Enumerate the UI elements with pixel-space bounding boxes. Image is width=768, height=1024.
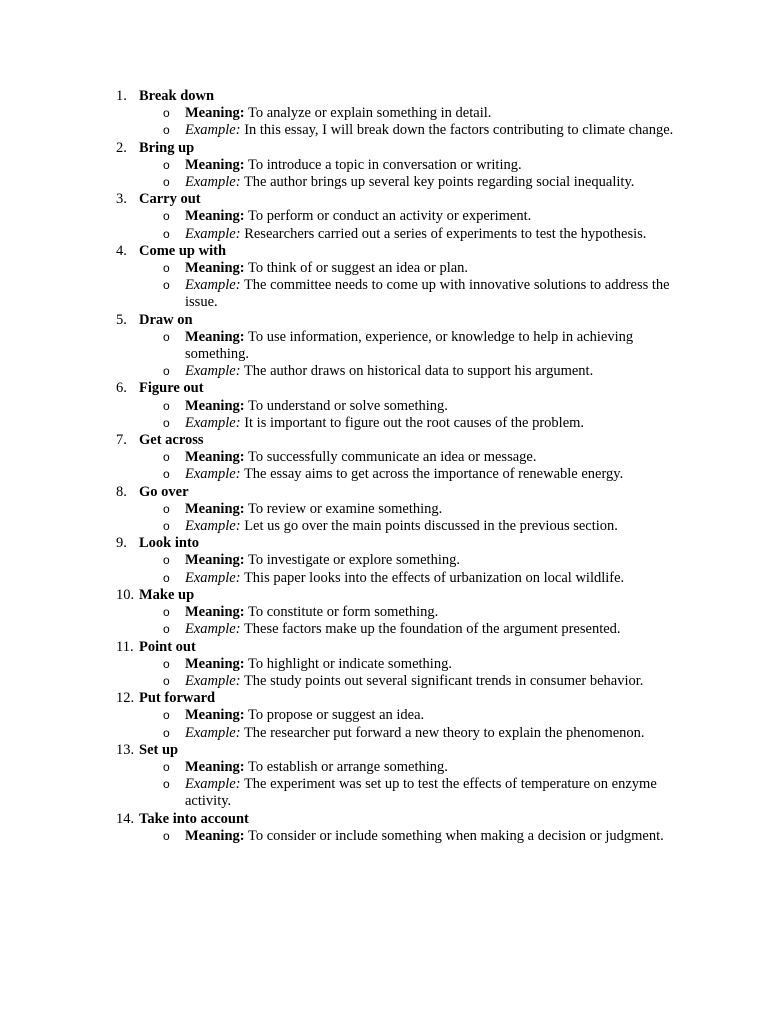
meaning-row [0, 105, 768, 122]
item-number: 7. [116, 432, 127, 449]
bullet-icon: o [163, 501, 170, 516]
item-number: 12. [116, 690, 135, 707]
bullet-icon: o [163, 415, 170, 430]
example-row [0, 570, 768, 587]
item-term: Set up [139, 741, 179, 758]
item-term: Make up [139, 586, 195, 603]
meaning-label: Meaning: [185, 156, 245, 173]
example-row [0, 621, 768, 638]
example-row [0, 363, 768, 380]
list-item [0, 742, 768, 811]
example-row [0, 174, 768, 191]
item-number: 3. [116, 191, 127, 208]
meaning-row [0, 398, 768, 415]
item-term: Put forward [139, 690, 216, 707]
example-row [0, 673, 768, 690]
meaning-text: To analyze or explain something in detail. [247, 105, 492, 122]
meaning-text: To constitute or form something. [247, 604, 439, 621]
bullet-icon: o [163, 570, 170, 585]
item-term: Draw on [139, 311, 193, 328]
bullet-icon: o [163, 759, 170, 774]
meaning-label: Meaning: [185, 449, 245, 466]
list-item [0, 690, 768, 742]
meaning-row [0, 260, 768, 277]
bullet-icon: o [163, 725, 170, 740]
meaning-row [0, 707, 768, 724]
list-item [0, 191, 768, 243]
bullet-icon: o [163, 622, 170, 637]
bullet-icon: o [163, 226, 170, 241]
meaning-text: To establish or arrange something. [247, 758, 448, 775]
meaning-row [0, 157, 768, 174]
example-text: The committee needs to come up with innovative solutions to address the issue. [185, 277, 670, 311]
example-label: Example: [185, 621, 241, 638]
list-item [0, 432, 768, 484]
bullet-icon: o [163, 467, 170, 482]
meaning-label: Meaning: [185, 758, 245, 775]
item-term: Carry out [139, 191, 201, 208]
example-text: The author draws on historical data to support his argument. [243, 363, 594, 380]
example-row [0, 277, 768, 311]
example-label: Example: [185, 672, 241, 689]
list-item [0, 639, 768, 691]
bullet-icon: o [163, 157, 170, 172]
bullet-icon: o [163, 123, 170, 138]
meaning-label: Meaning: [185, 827, 245, 844]
example-label: Example: [185, 363, 241, 380]
meaning-label: Meaning: [185, 328, 245, 345]
list-item [0, 535, 768, 587]
bullet-icon: o [163, 278, 170, 293]
list-item [0, 484, 768, 536]
meaning-label: Meaning: [185, 260, 245, 277]
item-number: 2. [116, 139, 127, 156]
meaning-text: To introduce a topic in conversation or writing. [247, 156, 522, 173]
example-row [0, 518, 768, 535]
meaning-label: Meaning: [185, 707, 245, 724]
item-term: Get across [139, 432, 204, 449]
example-label: Example: [185, 174, 241, 191]
meaning-label: Meaning: [185, 500, 245, 517]
meaning-row [0, 656, 768, 673]
meaning-row [0, 604, 768, 621]
meaning-label: Meaning: [185, 552, 245, 569]
item-number: 14. [116, 810, 135, 827]
list-item [0, 587, 768, 639]
item-number: 13. [116, 741, 135, 758]
example-row [0, 226, 768, 243]
meaning-label: Meaning: [185, 105, 245, 122]
meaning-label: Meaning: [185, 397, 245, 414]
item-number: 8. [116, 483, 127, 500]
example-label: Example: [185, 724, 241, 741]
bullet-icon: o [163, 828, 170, 843]
list-item [0, 140, 768, 192]
example-text: This paper looks into the effects of urbanization on local wildlife. [243, 569, 625, 586]
bullet-icon: o [163, 673, 170, 688]
meaning-row [0, 501, 768, 518]
bullet-icon: o [163, 329, 170, 344]
bullet-icon: o [163, 450, 170, 465]
bullet-icon: o [163, 364, 170, 379]
example-text: Let us go over the main points discussed in the previous section. [244, 518, 618, 535]
meaning-text: To investigate or explore something. [247, 552, 460, 569]
list-item [0, 380, 768, 432]
meaning-text: To consider or include something when making a decision or judgment. [247, 827, 664, 844]
item-number: 4. [116, 242, 127, 259]
meaning-row [0, 329, 768, 363]
meaning-label: Meaning: [185, 655, 245, 672]
list-item [0, 88, 768, 140]
meaning-row [0, 449, 768, 466]
example-label: Example: [185, 414, 241, 431]
item-number: 9. [116, 535, 127, 552]
bullet-icon: o [163, 398, 170, 413]
example-label: Example: [185, 518, 241, 535]
meaning-row [0, 828, 768, 845]
item-term: Break down [139, 88, 215, 104]
item-number: 1. [116, 88, 127, 104]
list-item [0, 312, 768, 381]
meaning-label: Meaning: [185, 208, 245, 225]
example-text: These factors make up the foundation of the argument presented. [243, 621, 621, 638]
item-term: Look into [139, 535, 200, 552]
bullet-icon: o [163, 519, 170, 534]
bullet-icon: o [163, 605, 170, 620]
meaning-row [0, 208, 768, 225]
example-text: The study points out several significant trends in consumer behavior. [243, 672, 644, 689]
meaning-text: To highlight or indicate something. [247, 655, 452, 672]
example-label: Example: [185, 569, 241, 586]
item-term: Point out [139, 638, 196, 655]
item-term: Figure out [139, 380, 204, 397]
meaning-text: To think of or suggest an idea or plan. [247, 260, 469, 277]
example-label: Example: [185, 466, 241, 483]
bullet-icon: o [163, 553, 170, 568]
example-row [0, 415, 768, 432]
meaning-text: To perform or conduct an activity or experiment. [247, 208, 532, 225]
meaning-text: To understand or solve something. [247, 397, 448, 414]
example-text: The author brings up several key points regarding social inequality. [243, 174, 635, 191]
item-term: Take into account [139, 810, 249, 827]
item-term: Go over [139, 483, 189, 500]
example-label: Example: [185, 225, 241, 242]
bullet-icon: o [163, 656, 170, 671]
example-row [0, 725, 768, 742]
example-label: Example: [185, 277, 241, 294]
item-number: 10. [116, 586, 135, 603]
list-item [0, 243, 768, 312]
example-text: Researchers carried out a series of experiments to test the hypothesis. [244, 225, 647, 242]
meaning-text: To use information, experience, or knowledge to help in achieving something. [185, 328, 634, 363]
bullet-icon: o [163, 708, 170, 723]
example-row [0, 122, 768, 139]
bullet-icon: o [163, 209, 170, 224]
example-label: Example: [185, 122, 241, 139]
item-term: Bring up [139, 139, 195, 156]
example-text: The experiment was set up to test the effects of temperature on enzyme activity. [185, 776, 657, 810]
example-text: The essay aims to get across the importance of renewable energy. [243, 466, 624, 483]
bullet-icon: o [163, 777, 170, 792]
example-text: It is important to figure out the root causes of the problem. [244, 414, 585, 431]
meaning-row [0, 759, 768, 776]
meaning-row [0, 552, 768, 569]
meaning-text: To review or examine something. [247, 500, 443, 517]
item-number: 6. [116, 380, 127, 397]
example-text: The researcher put forward a new theory to explain the phenomenon. [243, 724, 645, 741]
bullet-icon: o [163, 106, 170, 121]
example-row [0, 466, 768, 483]
list-item [0, 811, 768, 845]
meaning-text: To successfully communicate an idea or message. [247, 449, 537, 466]
item-number: 5. [116, 311, 127, 328]
bullet-icon: o [163, 261, 170, 276]
example-label: Example: [185, 776, 241, 793]
example-row [0, 776, 768, 810]
meaning-text: To propose or suggest an idea. [247, 707, 425, 724]
bullet-icon: o [163, 175, 170, 190]
meaning-label: Meaning: [185, 604, 245, 621]
item-term: Come up with [139, 242, 227, 259]
example-text: In this essay, I will break down the factors contributing to climate change. [244, 122, 674, 139]
item-number: 11. [116, 638, 134, 655]
